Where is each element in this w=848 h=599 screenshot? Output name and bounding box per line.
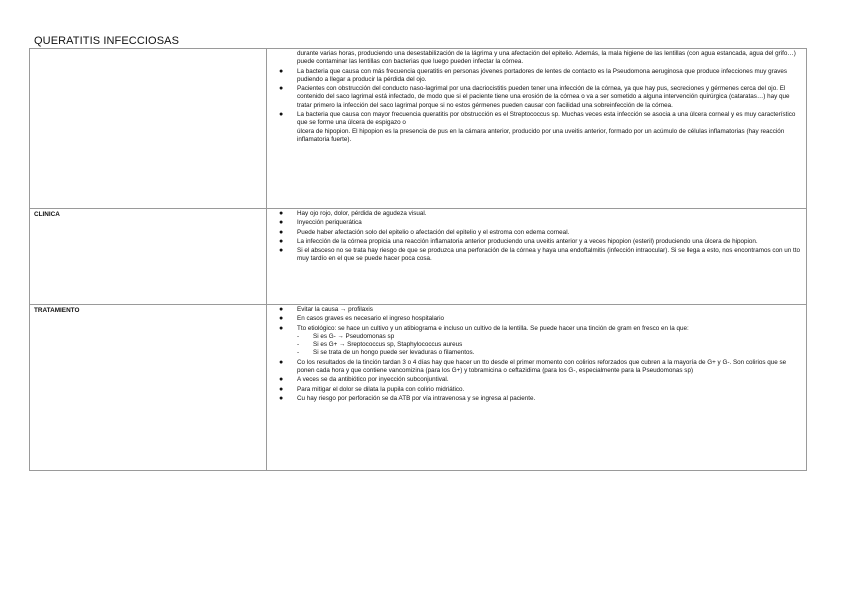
bullet-icon: ● (279, 210, 284, 217)
bullet-icon: ● (279, 111, 284, 119)
table-row (30, 209, 807, 305)
sub-list-item: - Si es G+ → Sreptococcus sp, Staphylococcus aureus (297, 341, 463, 349)
list-item: ● La infección de la córnea propicia una reacción inflamatoria anterior produciendo una uveitis anterior y a veces hipopion (esteril) produciendo una úlcera de hipopion. (279, 237, 758, 245)
dash-icon: - (297, 349, 300, 357)
keratitis-table (29, 48, 807, 471)
list-item: ● Evitar la causa → profilaxis (279, 306, 373, 313)
row-content (267, 305, 807, 471)
table-row (30, 305, 807, 471)
row-label-clinica: CLINICA (30, 209, 267, 305)
bullet-icon: ● (279, 315, 284, 323)
list-item: ● Pacientes con obstrucción del conducto naso-lagrimal por una dacriocistitis pueden tener una infección de la córnea, ya que hay pus, secreciones y gérmenes cerca del ojo. El contenido del saco lagrimal está infectado, de modo que si el paciente tiene una erosión de la córnea o va a ser sometido a alguna intervención quirúrgica (cataratas…) hay que tratar primero la infección del saco lagrimal porque si no estos gérmenes pueden causar con facilidad una sobreinfección de la córnea. (279, 85, 790, 109)
bullet-icon: ● (279, 237, 284, 245)
list-item: ● Si el absceso no se trata hay riesgo de que se produzca una perforación de la córnea y haya una endoftalmitis (infección intraocular). Si se llega a esto, nos encontramos con un tto muy tardío en el que se puede hacer poca cosa. (279, 247, 800, 263)
list-item: durante varias horas, produciendo una desestabilización de la lágrima y una afectación del epitelio. Además, la mala higiene de las lentillas (con agua estancada, agua del grifo…) puede contaminar las lentillas con bacterias que luego pueden infectar la córnea. (297, 50, 796, 66)
sub-list-item: - Si es G- → Pseudomonas sp (297, 332, 395, 340)
dash-icon: - (297, 341, 300, 349)
bullet-icon: ● (279, 306, 284, 313)
bullet-icon: ● (279, 385, 284, 393)
list-item: ● A veces se da antibiótico por inyección subconjuntival. (279, 376, 449, 384)
list-item: ● La bacteria que causa con mayor frecuencia queratitis por obstrucción es el Streptococcus sp. Muchas veces esta infección se asocia a una úlcera corneal y es muy característico que se forme una úlcera de espigazo o úlcera de hipopion. El hipopion es la presencia de pus en la cámara anterior, producido por una uveitis anterior, formado por un acúmulo de células inflamatorias (hay reacción inflamatoria fuerte). (279, 111, 796, 143)
list-item: ● La bacteria que causa con más frecuencia queratitis en personas jóvenes portadores de lentes de contacto es la Pseudomona aeruginosa que produce infecciones muy graves pudiendo a llegar a producir la pérdida del ojo. (279, 67, 788, 83)
row-label (30, 49, 267, 209)
bullet-icon: ● (279, 324, 284, 332)
list-item: ● Tto etiológico: se hace un cultivo y un atibiograma e incluso un cultivo de la lentilla. Se puede hacer una tinción de gram en fresco en la que: - Si es G- → Pseudomonas sp - Si es G+ → Sreptococcus sp, Staphylococcus aureus - Si se trata de un hongo puede ser levaduras o filamentos. (277, 325, 802, 358)
row-content (267, 209, 807, 305)
list-item: ● Cu hay riesgo por perforación se da ATB por vía intravenosa y se ingresa al paciente. (279, 394, 536, 402)
list-item: ● Co los resultados de la tinción tardan 3 o 4 días hay que hacer un tto desde el primer momento con colirios reforzados que cubren a la mayoría de G+ y G-. Son colirios que se ponen cada hora y que contiene vancomizina (para los G+) y tobramicina o ceftazidima (para los G-, especialmente para la Pseudomonas sp) (279, 358, 787, 375)
list-item: ● Para mitigar el dolor se dilata la pupila con colirio midriático. (279, 385, 465, 393)
bullet-icon: ● (279, 358, 284, 366)
bullet-icon: ● (279, 247, 284, 255)
list-item: ● Inyección periquerática (279, 219, 362, 227)
dash-icon: - (297, 332, 300, 340)
bullet-icon: ● (279, 228, 284, 236)
list-item: ● Puede haber afectación solo del epitelio o afectación del epitelio y el estroma con edema corneal. (279, 228, 570, 236)
page-title: QUERATITIS INFECCIOSAS (34, 35, 180, 47)
bullet-icon: ● (279, 394, 284, 402)
row-label-tratamiento: TRATAMIENTO (30, 305, 267, 471)
table-row (30, 49, 807, 209)
list-item: ● En casos graves es necesario el ingreso hospitalario (279, 315, 445, 323)
sub-list-item: - Si se trata de un hongo puede ser levaduras o filamentos. (297, 349, 475, 357)
bullet-icon: ● (279, 376, 284, 384)
bullet-icon: ● (279, 85, 284, 93)
list-item: ● Hay ojo rojo, dolor, pérdida de agudeza visual. (279, 210, 427, 217)
bullet-icon: ● (279, 219, 284, 227)
bullet-icon: ● (279, 67, 284, 75)
row-content (267, 49, 807, 209)
